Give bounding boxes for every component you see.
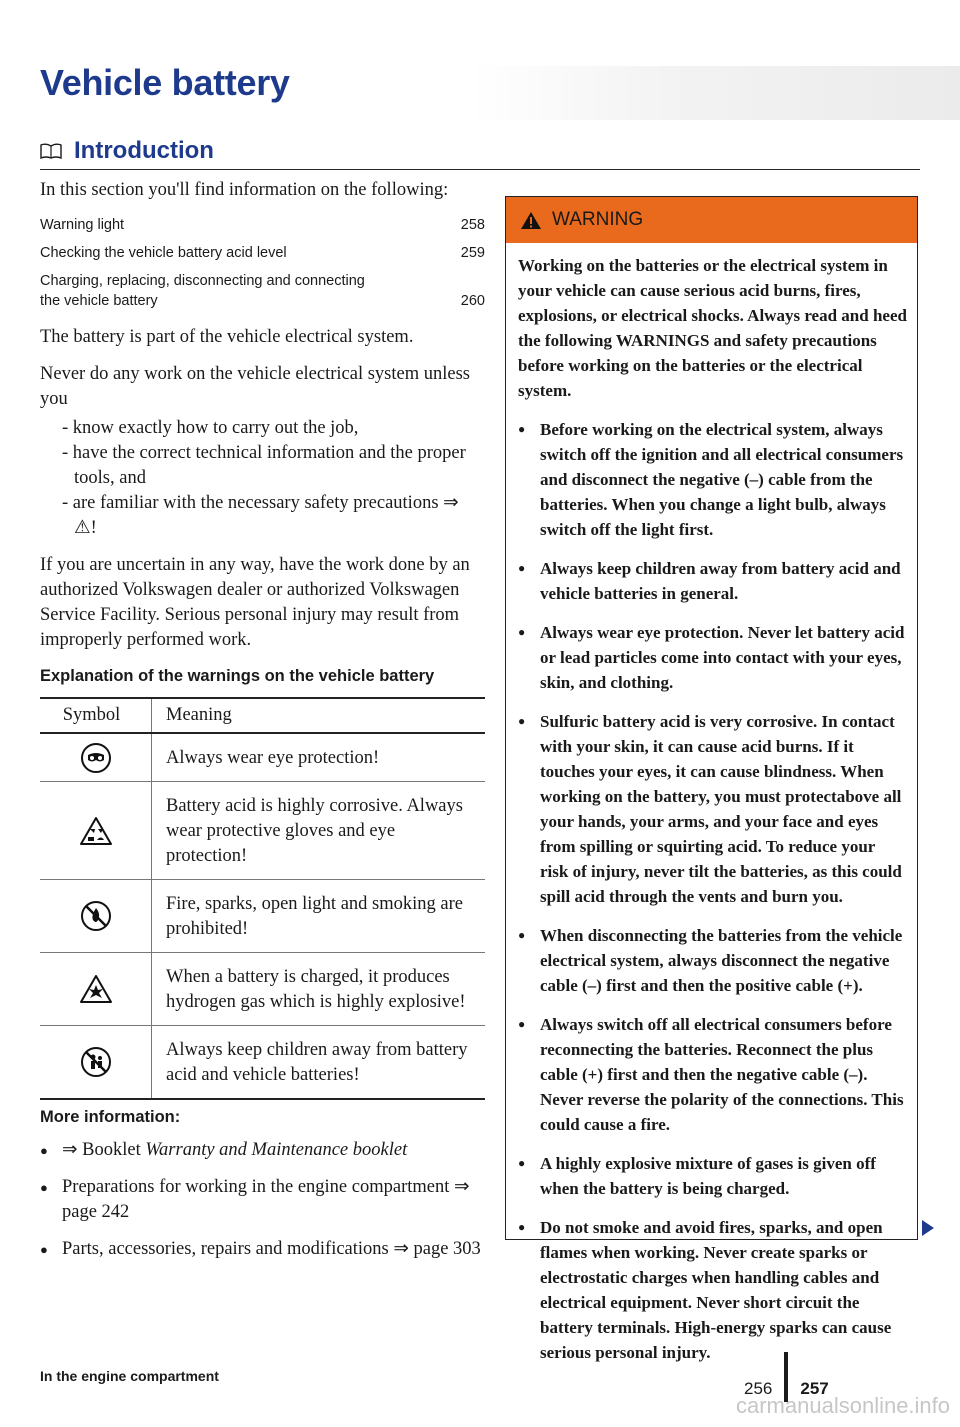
list-item-text: Preparations for working in the engine compartment ⇒ page 242 — [62, 1177, 470, 1222]
warning-item: ● A highly explosive mixture of gases is given off when the battery is being charged. — [518, 1151, 907, 1201]
list-item-text: ⇒ Booklet — [62, 1140, 146, 1160]
table-row — [40, 782, 485, 880]
toc-page: 258 — [460, 217, 485, 233]
col-header-meaning: Meaning — [152, 698, 486, 733]
col-header-symbol: Symbol — [40, 698, 152, 733]
page-title: Vehicle battery — [40, 62, 290, 103]
list-item[interactable] — [40, 1175, 485, 1225]
warning-list — [518, 417, 907, 1365]
paragraph: Never do any work on the vehicle electrical system unless you — [40, 364, 470, 409]
table-cell-meaning: Fire, sparks, open light and smoking are prohibited! — [152, 880, 486, 953]
warning-title: WARNING — [552, 209, 644, 230]
warning-item: ● Sulfuric battery acid is very corrosive. In contact with your skin, it can cause acid burns. If it touches your eyes, it can cause blindness. When working on the battery, you must protectabove all your hands, your arms, and your face and eyes from spilling or squirting acid. To reduce your risk of injury, never tilt the batteries, as this could spill acid through the vents and burn you. — [518, 709, 907, 909]
dash-list — [62, 416, 485, 541]
eye-protection-icon — [80, 742, 112, 774]
warning-item: ● Always wear eye protection. Never let battery acid or lead particles come into contact with your eyes, skin, and clothing. — [518, 620, 907, 695]
page-number-right: 257 — [800, 1379, 829, 1398]
warning-item: ● When disconnecting the batteries from the vehicle electrical system, always disconnect the negative cable (–) first and then the positive cable (+). — [518, 923, 907, 998]
warnings-table — [40, 697, 485, 1100]
keep-children-away-icon — [80, 1046, 112, 1078]
toc-page: 260 — [460, 293, 485, 309]
section-divider — [40, 169, 920, 170]
more-info-list — [40, 1138, 485, 1262]
table-row — [40, 880, 485, 953]
section-title: Introduction — [74, 137, 214, 164]
toc-label: the vehicle battery — [40, 293, 158, 309]
more-info-heading: More information: — [40, 1108, 181, 1126]
left-column — [40, 178, 485, 1274]
table-cell-meaning: When a battery is charged, it produces hydrogen gas which is highly explosive! — [152, 953, 486, 1026]
toc-page: 259 — [460, 245, 485, 261]
table-row — [40, 1026, 485, 1100]
warning-item: ● Before working on the electrical system, always switch off the ignition and all electrical consumers and disconnect the negative (–) cable from the batteries. When you change a light bulb, always switch off the light first. — [518, 417, 907, 542]
table-heading: Explanation of the warnings on the vehicle battery — [40, 667, 435, 685]
booklet-title: Warranty and Maintenance booklet — [145, 1140, 408, 1160]
table-cell-meaning: Always keep children away from battery acid and vehicle batteries! — [152, 1026, 486, 1100]
list-item-text: Parts, accessories, repairs and modifications ⇒ page 303 — [62, 1239, 481, 1259]
section-header — [40, 133, 214, 169]
toc-item[interactable] — [40, 271, 485, 311]
table-cell-meaning: Always wear eye protection! — [152, 733, 486, 782]
explosive-gas-icon — [79, 974, 113, 1004]
list-item[interactable] — [40, 1237, 485, 1262]
toc-item[interactable] — [40, 243, 485, 263]
no-fire-icon — [80, 900, 112, 932]
warning-header — [506, 197, 917, 243]
table-row — [40, 733, 485, 782]
dash-item: - have the correct technical information and the proper tools, and — [62, 443, 466, 488]
list-item[interactable] — [40, 1138, 485, 1163]
paragraph: If you are uncertain in any way, have the work done by an authorized Volkswagen dealer or authorized Volkswagen Service Facility. Serious personal injury may result from improperly performed work. — [40, 555, 470, 650]
warning-item: ● Always keep children away from battery acid and vehicle batteries in general. — [518, 556, 907, 606]
warning-body — [506, 243, 917, 1365]
footer-section-label: In the engine compartment — [40, 1368, 219, 1384]
toc-label: Charging, replacing, disconnecting and connecting — [40, 273, 365, 289]
warning-triangle-icon — [520, 211, 542, 230]
book-icon — [40, 143, 62, 159]
toc-label: Checking the vehicle battery acid level — [40, 245, 287, 261]
continue-arrow-icon — [922, 1220, 934, 1236]
watermark: carmanualsonline.info — [736, 1393, 951, 1418]
toc-item[interactable] — [40, 215, 485, 235]
corrosive-acid-icon — [79, 816, 113, 846]
warning-item: ● Do not smoke and avoid fires, sparks, and open flames when working. Never create sparks or electrostatic charges when handling cables and electrical equipment. Never short circuit the battery terminals. High-energy sparks can cause serious personal injury. — [518, 1215, 907, 1365]
dash-item: - are familiar with the necessary safety precautions ⇒ ⚠! — [62, 493, 459, 538]
toc-list — [40, 215, 485, 311]
warning-intro: Working on the batteries or the electrical system in your vehicle can cause serious acid burns, fires, explosions, or electrical shocks. Always read and heed the following WARNINGS and safety precautions before working on the batteries or the electrical system. — [518, 256, 907, 400]
warning-box — [505, 196, 918, 1362]
table-row — [40, 953, 485, 1026]
paragraph: The battery is part of the vehicle electrical system. — [40, 327, 414, 347]
page-number-left: 256 — [744, 1379, 773, 1398]
dash-item: - know exactly how to carry out the job, — [62, 418, 359, 438]
warning-item: ● Always switch off all electrical consumers before reconnecting the batteries. Reconnect the plus cable (+) first and then the negative cable (–). Never reverse the polarity of the connections. This could cause a fire. — [518, 1012, 907, 1137]
toc-label: Warning light — [40, 217, 125, 233]
header-band — [470, 66, 960, 120]
intro-lead: In this section you'll find information on the following: — [40, 180, 449, 200]
table-cell-meaning: Battery acid is highly corrosive. Always wear protective gloves and eye protection! — [152, 782, 486, 880]
